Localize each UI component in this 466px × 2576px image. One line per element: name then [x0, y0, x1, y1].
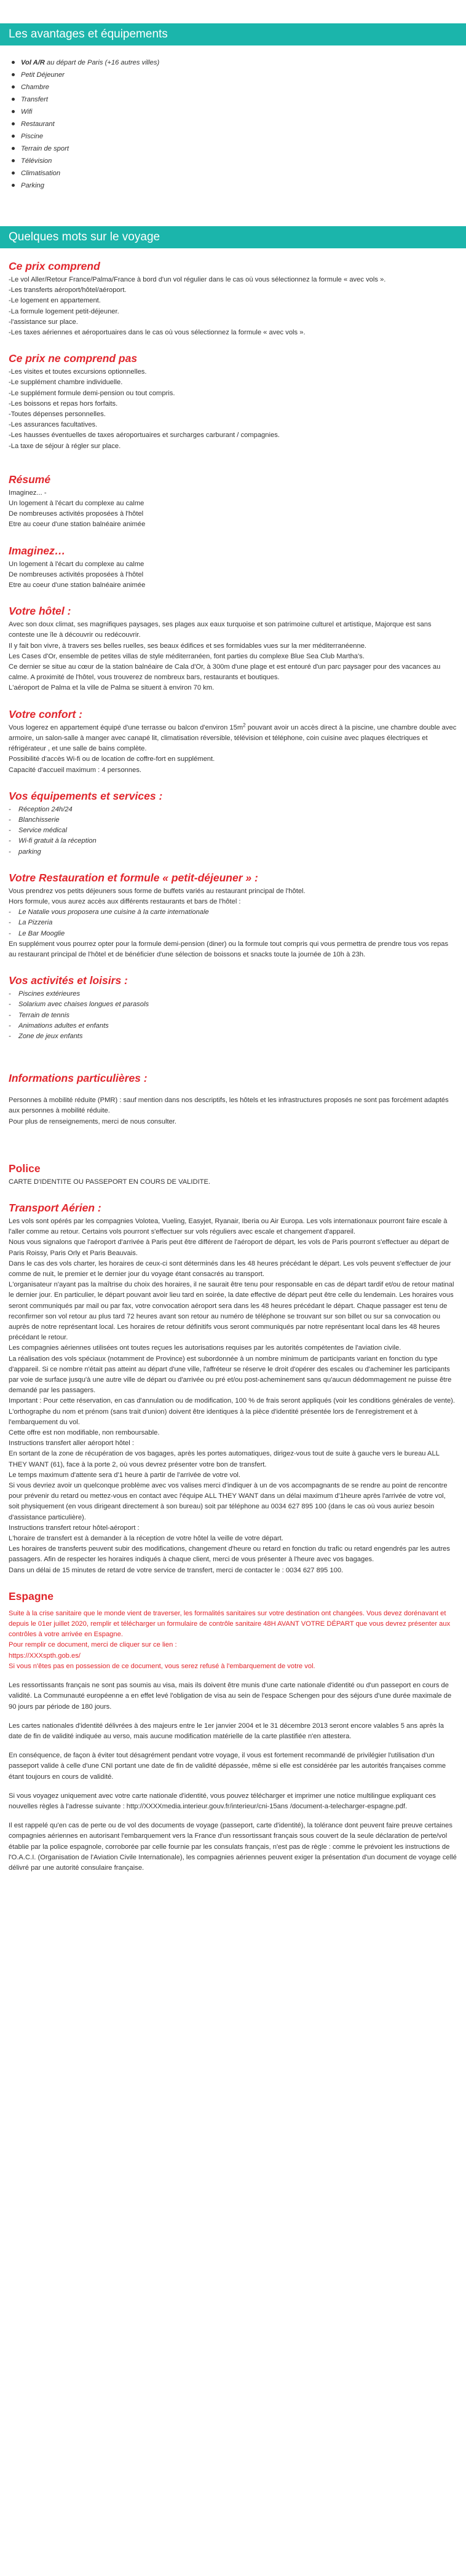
equip-list [9, 805, 457, 857]
advantages-title: Les avantages et équipements [0, 23, 466, 45]
hotel-text [9, 620, 457, 693]
resto-title: Votre Restauration et formule « petit-déjeuner » : [9, 871, 258, 884]
excluded-line: -La taxe de séjour à régler sur place. [9, 442, 121, 450]
transport-title: Transport Aérien : [9, 1201, 101, 1214]
summary-line: Un logement à l'écart du complexe au calme [9, 500, 144, 508]
leisure-item: - Zone de jeux enfants [9, 1032, 83, 1040]
excluded-line: -Les boissons et repas hors forfaits. [9, 400, 118, 408]
equip-item: - parking [9, 848, 41, 856]
excluded-line: -Les visites et toutes excursions optionnelles. [9, 368, 147, 376]
advantage-item: Vol A/R au départ de Paris (+16 autres villes) [21, 57, 466, 69]
summary-title: Résumé [9, 473, 51, 486]
resto-item: - Le Bar Mooglie [9, 929, 65, 937]
summary-list [9, 488, 457, 530]
summary-line: Etre au coeur d'une station balnéaire animée [9, 521, 146, 529]
imagine-line: De nombreuses activités proposées à l'hôtel [9, 570, 144, 578]
transport-line: En sortant de la zone de récupération de vos bagages, après les portes automatiques, dirigez-vous tout de suite à gauche vers le bureau ALL THEY WANT (61), face à la porte 2, où vous devrez présenter votre bon de transfert. [9, 1450, 440, 1468]
transport-line: Les vols sont opérés par les compagnies Volotea, Vueling, Easyjet, Ryanair, Iberia ou Air Europa. Les vols internationaux pourront faire escale à l'aller comme au retour. Certains vols pourront s'effectuer sur vols réguliers avec escale et changement d'appareil. [9, 1217, 448, 1236]
equip-item: - Blanchisserie [9, 816, 60, 824]
included-line: -Les transferts aéroport/hôtel/aéroport. [9, 286, 127, 294]
excluded-list [9, 367, 457, 452]
info-line: Personnes à mobilité réduite (PMR) : sauf mention dans nos descriptifs, les hôtels et les infrastructures proposés ne sont pas forcément adaptés aux personnes à mobilité réduite. [9, 1097, 449, 1115]
police-text: CARTE D'IDENTITE OU PASSEPORT EN COURS DE VALIDITE. [9, 1178, 211, 1186]
advantage-item: Télévision [21, 155, 466, 167]
included-title: Ce prix comprend [9, 260, 100, 272]
advantages-list [21, 57, 466, 192]
transport-line: Les compagnies aériennes utilisées ont toutes reçues les autorisations requises par les autorités compétentes de l'aviation civile. [9, 1344, 401, 1352]
transport-line: Dans le cas des vols charter, les horaires de ceux-ci sont déterminés dans les 48 heures précédant le départ. Les vols peuvent s'effectuer de jour comme de nuit, le premier et le dernier jour du voyage étant consacrés au transport. [9, 1259, 451, 1278]
info-title: Informations particulières : [9, 1072, 148, 1085]
spain-red-line: Pour remplir ce document, merci de cliquer sur ce lien : [9, 1641, 177, 1649]
spain-paragraph: Il est rappelé qu'en cas de perte ou de vol des documents de voyage (passeport, carte d'identité), la tolérance dont peuvent faire preuve certaines compagnies aériennes en autorisant l'embarquement vers la France d'un ressortissant français sous couvert de la seule déclaration de perte/vol établie par la police espagnole, corroborée par celle fournie par les consulats français, n'est pas de règle : comme le prévoient les instructions de l'O.A.C.I. (Organisation de l'Aviation Civile Internationale), les compagnies aériennes peuvent exiger la présentation d'un document de voyage cellé délivré par une autorité consulaire française. [9, 1822, 457, 1872]
imagine-title: Imaginez… [9, 544, 66, 557]
imagine-list [9, 559, 457, 591]
leisure-title: Vos activités et loisirs : [9, 974, 128, 987]
hotel-line: Il y fait bon vivre, à travers ses belles ruelles, ses beaux édifices et ses formidables vues sur la mer méditerranéenne. [9, 642, 367, 650]
imagine-line: Un logement à l'écart du complexe au calme [9, 560, 144, 568]
spain-title: Espagne [9, 1589, 53, 1602]
included-list [9, 275, 457, 338]
advantage-item: Chambre [21, 81, 466, 93]
hotel-line: Ce dernier se situe au cœur de la station balnéaire de Cala d'Or, à 300m d'une plage et est entouré d'un parc paysager pour des vacances au calme. A proximité de l'hôtel, vous trouverez de nombreux bars, restaurants et boutiques. [9, 663, 441, 682]
hotel-line: Avec son doux climat, ses magnifiques paysages, ses plages aux eaux turquoise et son patrimoine culturel et artistique, Majorque est sans conteste une île à découvrir ou redécouvrir. [9, 621, 432, 639]
resto-list [9, 907, 457, 939]
hotel-line: Les Cases d'Or, ensemble de petites villas de style méditerranéen, font parties du complexe Blue Sea Club Martha's. [9, 652, 365, 660]
summary-line: De nombreuses activités proposées à l'hôtel [9, 510, 144, 518]
advantages-section [0, 23, 466, 45]
transport-line: L'orthographe du nom et prénom (sans trait d'union) doivent être identiques à la pièce d'identité présentée lors de l'enregistrement et à l'embarquement du vol. [9, 1408, 418, 1426]
transport-line: Dans un délai de 15 minutes de retard de votre service de transfert, merci de contacter le : 0034 627 895 100. [9, 1566, 344, 1574]
excluded-line: -Le supplément formule demi-pension ou tout compris. [9, 389, 175, 397]
included-line: -Les taxes aériennes et aéroportuaires dans le cas où vous sélectionnez la formule « avec vols ». [9, 329, 306, 337]
resto-line: Hors formule, vous aurez accès aux différents restaurants et bars de l'hôtel : [9, 897, 241, 905]
advantage-item: Petit Déjeuner [21, 69, 466, 81]
leisure-item: - Piscines extérieures [9, 990, 81, 998]
spain-paragraph: Les cartes nationales d'identité délivrées à des majeurs entre le 1er janvier 2004 et le 31 décembre 2013 seront encore valables 5 ans après la date de fin de validité indiquée au verso, mais aucune modification matérielle de la carte plastifiée n'en attestera. [9, 1722, 444, 1740]
transport-line: L'organisateur n'ayant pas la maîtrise du choix des horaires, il ne saurait être tenu pour responsable en cas de départ tardif et/ou de retour matinal le dernier jour. En particulier, le départ pouvant avoir lieu tard en soirée, la date effective de départ peut être celle du lendemain. Les horaires vous seront communiqués par mail ou par fax, votre convocation aéroport sera dans les 48 heures précédant le départ. Chaque passager est tenu de reconfirmer son vol retour au plus tard 72 heures avant son retour au numéro de téléphone se trouvant sur son billet ou sur sa convocation ou auprès de notre représentant local. Les horaires de retour définitifs vous seront communiqués par notre représentant local dans les 48 heures précédant le retour. [9, 1281, 454, 1342]
included-line: -La formule logement petit-déjeuner. [9, 307, 119, 315]
excluded-line: -Le supplément chambre individuelle. [9, 379, 123, 387]
leisure-item: - Terrain de tennis [9, 1011, 69, 1019]
info-line: Pour plus de renseignements, merci de nous consulter. [9, 1117, 177, 1125]
transport-line: Instructions transfert aller aéroport hôtel : [9, 1440, 134, 1448]
spain-paragraph: En conséquence, de façon à éviter tout désagrément pendant votre voyage, il vous est fortement recommandé de privilégier l'utilisation d'un passeport valide à celle d'une CNI portant une date de fin de validité dépassée, même si elle est considérée par les autorités françaises comme étant toujours en cours de validité. [9, 1752, 446, 1781]
transport-line: Nous vous signalons que l'aéroport d'arrivée à Paris peut être différent de l'aéroport de départ, les vols de Paris pourront s'effectuer au départ de Paris Roissy, Paris Orly et Paris Beauvais. [9, 1239, 449, 1257]
excluded-line: -Toutes dépenses personnelles. [9, 411, 106, 419]
transport-line: Les horaires de transferts peuvent subir des modifications, changement d'heure ou retard en fonction du trafic ou retard engendrés par les autres passagers. Afin de respecter les horaires indiqués à chaque client, merci de vous présenter à l'heure avec vos bagages. [9, 1545, 450, 1564]
transport-line: Important : Pour cette réservation, en cas d'annulation ou de modification, 100 % de frais seront appliqués (voir les conditions générales de vente). [9, 1397, 456, 1405]
comfort-line: Capacité d'accueil maximum : 4 personnes. [9, 766, 142, 774]
included-line: -Le vol Aller/Retour France/Palma/France à bord d'un vol régulier dans le cas où vous sélectionnez la formule « avec vols ». [9, 276, 386, 283]
included-line: -l'assistance sur place. [9, 318, 78, 326]
spain-paragraph: Les ressortissants français ne sont pas soumis au visa, mais ils doivent être munis d'une carte nationale d'identité ou d'un passeport en cours de validité. La Communauté européenne a en effet levé l'obligation de visa au sein de l'espace Schengen pour des séjours d'une durée maximale de 90 jours par période de 180 jours. [9, 1682, 452, 1711]
comfort-title: Votre confort : [9, 707, 82, 720]
hotel-line: L'aéroport de Palma et la ville de Palma se situent à environ 70 km. [9, 684, 215, 692]
resto-item: - Le Natalie vous proposera une cuisine à la carte internationale [9, 908, 209, 916]
hotel-title: Votre hôtel : [9, 605, 71, 618]
equip-item: - Wi-fi gratuit à la réception [9, 837, 97, 845]
trip-body [0, 259, 466, 1873]
resto-lines [9, 886, 457, 907]
comfort-lines [9, 754, 457, 775]
trip-section [0, 226, 466, 248]
leisure-item: - Animations adultes et enfants [9, 1022, 109, 1030]
transport-line: La réalisation des vols spéciaux (notamment de Province) est subordonnée à un nombre minimum de participants variant en fonction du type d'appareil. Si ce nombre n'était pas atteint au départ d'une ville, l'affréteur se réserve le droit d'opérer des escales ou d'acheminer les participants par voie de surface jusqu'à une autre ville de départ ou d'arrivée ou pré et/ou post-acheminement sans qu'aucun dédommagement ne puisse être demandé par les passagers. [9, 1355, 452, 1395]
spain-paragraph: Si vous voyagez uniquement avec votre carte nationale d'identité, vous pouvez télécharger et imprimer une notice multilingue expliquant ces nouvelles règles à l'adresse suivante : http://XXXXmedia.interieur.gouv.fr/interieur/cni-15ans /document-a-telecharger-espagne.pdf. [9, 1792, 436, 1810]
imagine-line: Etre au coeur d'une station balnéaire animée [9, 581, 146, 589]
excluded-line: -Les hausses éventuelles de taxes aéroportuaires et surcharges carburant / compagnies. [9, 431, 280, 439]
info-text [9, 1095, 457, 1127]
excluded-title: Ce prix ne comprend pas [9, 352, 138, 365]
trip-title: Quelques mots sur le voyage [0, 226, 466, 248]
excluded-line: -Les assurances facultatives. [9, 421, 98, 429]
leisure-item: - Solarium avec chaises longues et parasols [9, 1001, 149, 1009]
advantage-item: Piscine [21, 130, 466, 143]
resto-item: - La Pizzeria [9, 919, 53, 927]
transport-line: Le temps maximum d'attente sera d'1 heure à partir de l'arrivée de votre vol. [9, 1471, 241, 1479]
advantage-item: Climatisation [21, 167, 466, 179]
advantage-item: Terrain de sport [21, 143, 466, 155]
included-line: -Le logement en appartement. [9, 297, 101, 305]
advantage-item: Wifi [21, 106, 466, 118]
summary-line: Imaginez... - [9, 489, 47, 497]
spain-red-line: https://XXXspth.gob.es/ [9, 1652, 81, 1660]
equip-item: - Réception 24h/24 [9, 805, 73, 813]
resto-line: Vous prendrez vos petits déjeuners sous forme de buffets variés au restaurant principal de l'hôtel. [9, 887, 306, 895]
page [0, 23, 466, 1919]
transport-line: Si vous devriez avoir un quelconque problème avec vos valises merci d'indiquer à un de vos accompagnants de se rendre au point de rencontre pour prévenir du retard ou mettez-vous en contact avec l'équipe ALL THEY WANT dans un délai maximum d'1heure après l'arrivée de votre vol, soit physiquement (en vous dirigeant directement à son bureau) soit par téléphone au 0034 627 895 100 (dans le cas où vous auriez besoin d'assistance particulière). [9, 1482, 448, 1521]
transport-text [9, 1216, 457, 1576]
transport-line: Instructions transfert retour hôtel-aéroport : [9, 1524, 140, 1532]
transport-line: L'horaire de transfert est à demander à la réception de votre hôtel la veille de votre départ. [9, 1535, 283, 1543]
advantage-item: Parking [21, 179, 466, 192]
advantage-item: Restaurant [21, 118, 466, 130]
police-title: Police [9, 1162, 41, 1175]
comfort-line: Possibilité d'accès Wi-fi ou de location de coffre-fort en supplément. [9, 755, 215, 763]
spain-red-line: Suite à la crise sanitaire que le monde vient de traverser, les formalités sanitaires sur votre destination ont changées. Vous devez dorénavant et depuis le 01er juillet 2020, remplir et télécharger un formulaire de contrôle sanitaire 48H AVANT VOTRE DÉPART que vous devrez présenter aux contrôles à votre arrivée en Espagne. [9, 1609, 451, 1639]
leisure-list [9, 989, 457, 1042]
resto-after: En supplément vous pourrez opter pour la formule demi-pension (diner) ou la formule tout compris qui vous permettra de prendre tous vos repas au restaurant principal de l'hôtel et de bénéficier d'une sélection de boissons et snacks toute la journée de 10h à 23h. [9, 940, 449, 958]
equip-item: - Service médical [9, 827, 67, 835]
advantage-item: Transfert [21, 93, 466, 106]
equip-title: Vos équipements et services : [9, 789, 163, 802]
transport-line: Cette offre est non modifiable, non remboursable. [9, 1429, 160, 1437]
spain-text [9, 1680, 457, 1873]
comfort-text: Vous logerez en appartement équipé d'une terrasse ou balcon d'environ $15m^2$ pouvant avoir un accès direct à la piscine, une chambre double avec armoire, un salon-salle à manger avec canapé lit, climatisation réversible, télévision et téléphone, coin cuisine avec plaques électriques et réfrigérateur , et une salle de bains complète. [9, 722, 457, 753]
spain-health-notice [9, 1609, 457, 1672]
spain-red-line: Si vous n'êtes pas en possession de ce document, vous serez refusé à l'embarquement de votre vol. [9, 1662, 315, 1670]
